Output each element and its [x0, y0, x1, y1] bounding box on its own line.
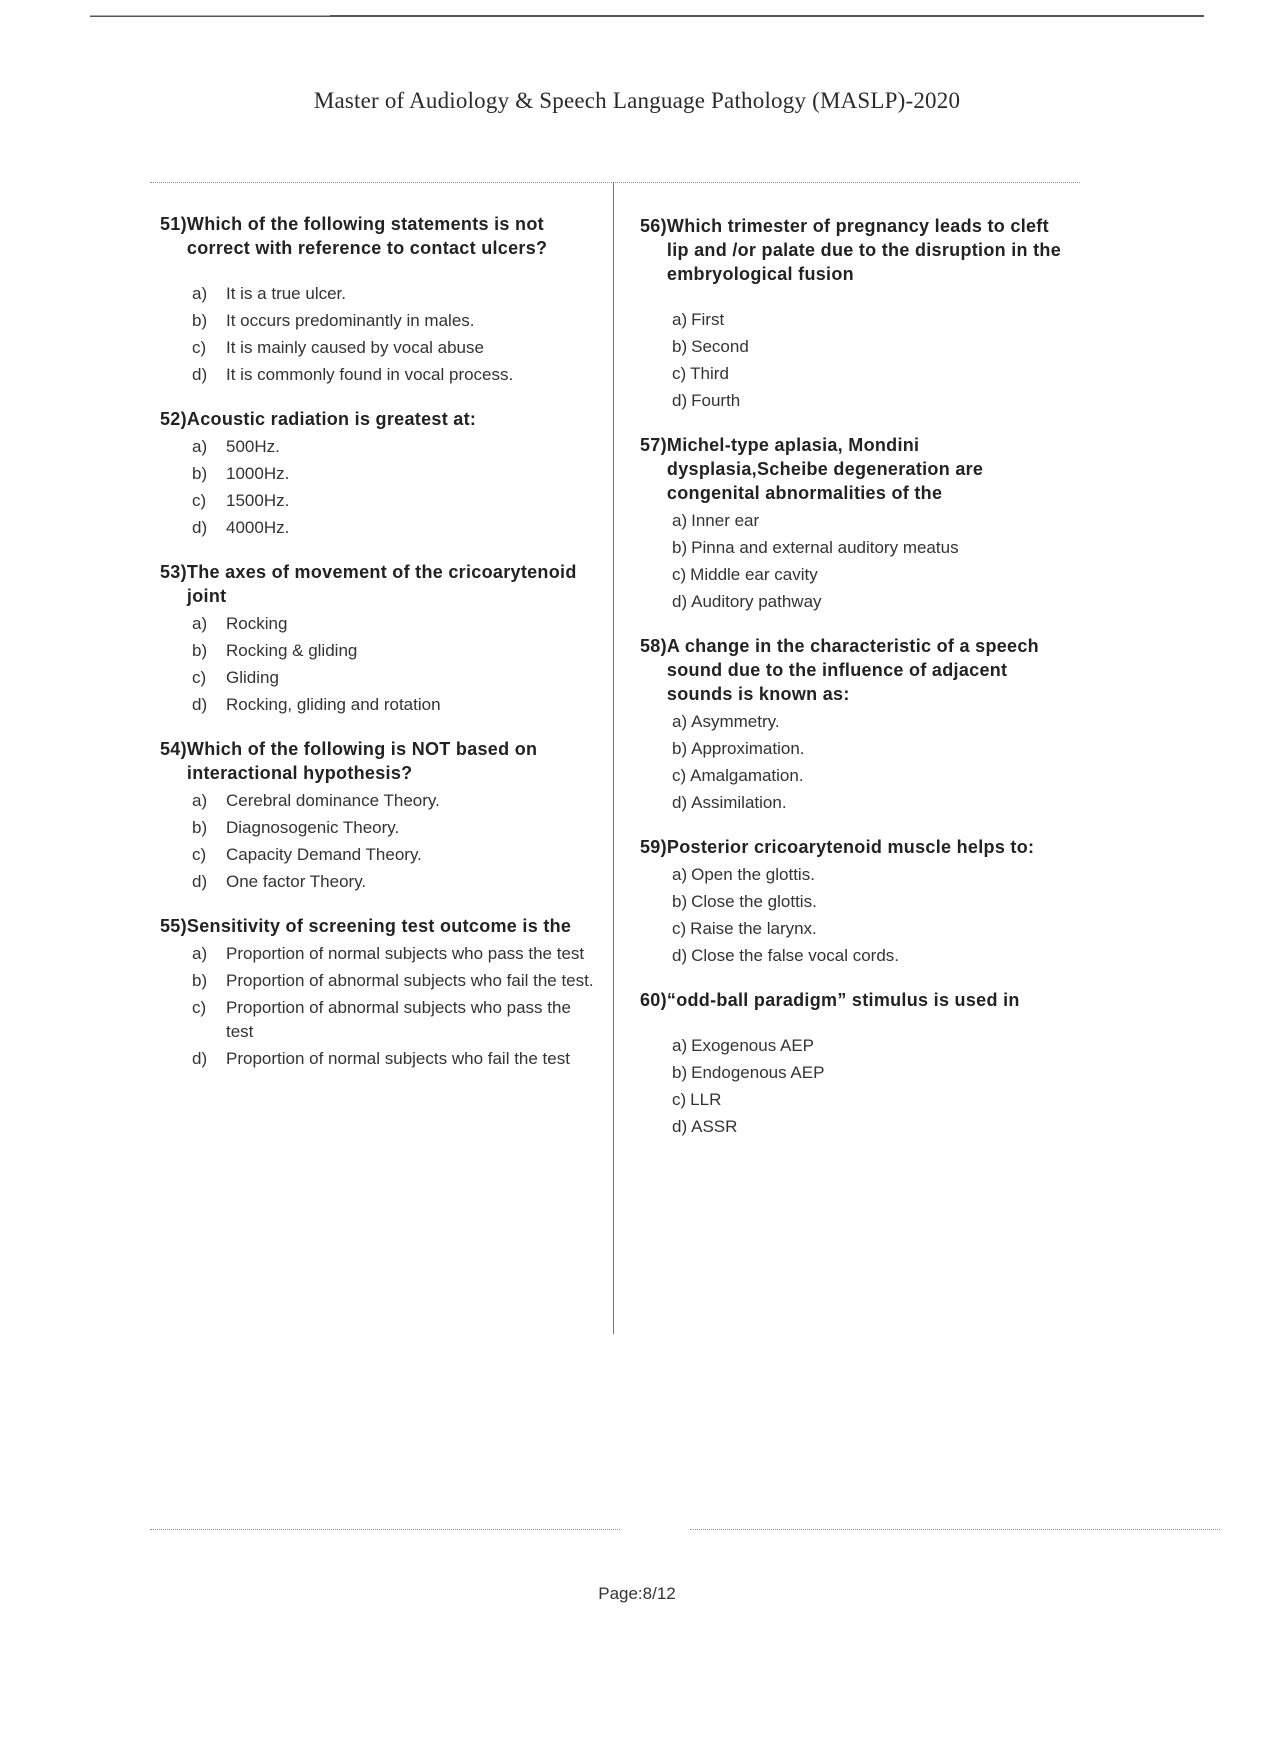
- question-text: Which trimester of pregnancy leads to cleft lip and /or palate due to the disruption in the embryological fusion: [666, 216, 1062, 284]
- option-c: c) Gliding: [192, 668, 279, 687]
- option-d: d) ASSR: [672, 1117, 738, 1136]
- question-60: [640, 988, 1070, 1139]
- option-a: a) It is a true ulcer.: [192, 284, 346, 303]
- question-57: [640, 433, 1070, 614]
- option-d: d) Assimilation.: [672, 793, 787, 812]
- question-53: [160, 560, 600, 717]
- option-d: d) Fourth: [672, 391, 741, 410]
- question-text: Acoustic radiation is greatest at:: [186, 409, 477, 429]
- question-text: The axes of movement of the cricoarytenoid joint: [186, 562, 577, 606]
- page-title: Master of Audiology & Speech Language Pathology (MASLP)-2020: [313, 88, 961, 113]
- question-56: [640, 214, 1070, 413]
- option-c: c) Middle ear cavity: [672, 565, 818, 584]
- option-c: c) Amalgamation.: [672, 766, 804, 785]
- question-text: Michel-type aplasia, Mondini dysplasia,Scheibe degeneration are congenital abnormalities of the: [666, 435, 984, 503]
- question-59: [640, 835, 1070, 968]
- option-a: a) Rocking: [192, 614, 288, 633]
- option-a: a) Asymmetry.: [672, 712, 780, 731]
- option-b: b) Diagnosogenic Theory.: [192, 818, 400, 837]
- question-54: [160, 737, 600, 894]
- option-d: d) 4000Hz.: [192, 518, 290, 537]
- header-dotted-rule: [150, 182, 1080, 183]
- option-d: d) One factor Theory.: [192, 872, 367, 891]
- left-column: [160, 212, 600, 1091]
- option-d: d) Rocking, gliding and rotation: [192, 695, 441, 714]
- option-d: d) Close the false vocal cords.: [672, 946, 900, 965]
- question-number: 59): [640, 837, 667, 857]
- option-b: b) Approximation.: [672, 739, 805, 758]
- option-b: b) It occurs predominantly in males.: [192, 311, 475, 330]
- option-a: a) First: [672, 310, 725, 329]
- question-55: [160, 914, 600, 1071]
- option-c: c) Third: [672, 364, 729, 383]
- option-a: a) Proportion of normal subjects who pass the test: [192, 944, 585, 963]
- question-number: 53): [160, 562, 187, 582]
- option-b: b) Close the glottis.: [672, 892, 817, 911]
- right-column: [640, 214, 1070, 1159]
- option-c: c) Proportion of abnormal subjects who pass the test: [192, 998, 571, 1041]
- question-number: 56): [640, 216, 667, 236]
- option-d: d) Proportion of normal subjects who fail the test: [192, 1049, 570, 1068]
- option-a: a) Inner ear: [672, 511, 760, 530]
- question-text: “odd-ball paradigm” stimulus is used in: [666, 990, 1020, 1010]
- footer-dotted-rule-right: [690, 1529, 1220, 1530]
- option-a: a) Exogenous AEP: [672, 1036, 814, 1055]
- question-51: [160, 212, 600, 387]
- question-number: 54): [160, 739, 187, 759]
- option-b: b) Rocking & gliding: [192, 641, 358, 660]
- option-a: a) Open the glottis.: [672, 865, 815, 884]
- option-c: c) Capacity Demand Theory.: [192, 845, 422, 864]
- question-52: [160, 407, 600, 540]
- question-text: Which of the following statements is not correct with reference to contact ulcers?: [186, 214, 548, 258]
- question-text: Sensitivity of screening test outcome is the: [186, 916, 572, 936]
- option-b: b) Second: [672, 337, 749, 356]
- page-number: Page:8/12: [598, 1584, 676, 1603]
- option-b: b) Proportion of abnormal subjects who fail the test.: [192, 971, 594, 990]
- option-c: c) LLR: [672, 1090, 722, 1109]
- option-b: b) Endogenous AEP: [672, 1063, 825, 1082]
- question-58: [640, 634, 1070, 815]
- question-number: 58): [640, 636, 667, 656]
- question-number: 55): [160, 916, 187, 936]
- question-text: Posterior cricoarytenoid muscle helps to:: [666, 837, 1035, 857]
- question-number: 57): [640, 435, 667, 455]
- option-a: a) Cerebral dominance Theory.: [192, 791, 440, 810]
- question-number: 51): [160, 214, 187, 234]
- option-c: c) It is mainly caused by vocal abuse: [192, 338, 484, 357]
- column-divider: [613, 182, 614, 1334]
- question-number: 60): [640, 990, 667, 1010]
- option-c: c) Raise the larynx.: [672, 919, 817, 938]
- question-text: A change in the characteristic of a speech sound due to the influence of adjacent sounds is known as:: [666, 636, 1039, 704]
- footer-dotted-rule-left: [150, 1529, 620, 1530]
- option-b: b) Pinna and external auditory meatus: [672, 538, 959, 557]
- question-text: Which of the following is NOT based on interactional hypothesis?: [186, 739, 538, 783]
- option-d: d) It is commonly found in vocal process.: [192, 365, 514, 384]
- option-c: c) 1500Hz.: [192, 491, 290, 510]
- option-a: a) 500Hz.: [192, 437, 280, 456]
- option-d: d) Auditory pathway: [672, 592, 822, 611]
- question-number: 52): [160, 409, 187, 429]
- top-rule-faint: [90, 15, 330, 16]
- option-b: b) 1000Hz.: [192, 464, 290, 483]
